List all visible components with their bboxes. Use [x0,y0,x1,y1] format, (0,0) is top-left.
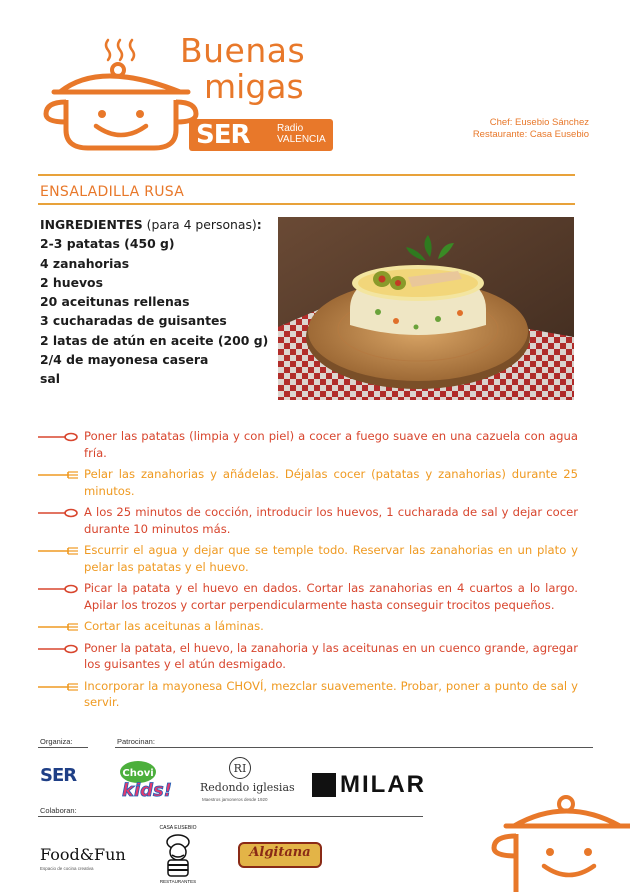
step-text: Pelar las zanahorias y añádelas. Déjalas cocer (patatas y zanahorias) durante 25 minutos. [84,467,578,498]
step-item [38,428,578,461]
radio-valencia-label [277,123,326,145]
step-text: Cortar las aceitunas a láminas. [84,619,264,633]
step-item [38,618,578,635]
step-text: A los 25 minutos de cocción, introducir los huevos, 1 cucharada de sal y dejar cocer durante 10 minutos más. [84,505,578,536]
restaurant-name: Restaurante: Casa Eusebio [472,129,589,140]
chef-name: Chef: Eusebio Sánchez [489,117,589,128]
brand-title-migas: migas [204,67,304,106]
step-item [38,542,578,575]
kids-label: kids! [122,780,172,801]
step-item [38,678,578,711]
chovi-label: Chovi [122,768,154,779]
chef-credits [473,117,589,141]
valencia-label: VALENCIA [277,134,326,145]
step-text: Picar la patata y el huevo en dados. Cortar las zanahorias en 4 cuartos a lo largo. Apilar los trozos y cortar perpendicularmente hasta conseguir trocitos pequeños. [84,581,578,612]
organiza-label: Organiza: [40,737,73,746]
fork-icon [38,546,78,556]
ingredient-item: 2/4 de mayonesa casera [40,352,209,368]
spoon-icon [38,508,78,518]
casa-eusebio-chef-logo [153,828,203,886]
servings-label: (para 4 personas) [142,217,257,232]
ser-logo-text: SER [196,120,250,150]
step-item [38,580,578,613]
colaboran-line [38,816,423,817]
ingredient-item: 3 cucharadas de guisantes [40,313,227,329]
ingredient-item: 2 latas de atún en aceite (200 g) [40,332,269,348]
chovi-kids-logo [114,758,180,802]
step-item [38,504,578,537]
spoon-icon [38,432,78,442]
radio-label: Radio [277,123,304,134]
casa-eusebio-label: CASA EUSEBIO [159,825,197,831]
milar-mark [312,773,336,797]
ensaladilla-photo [278,217,574,400]
restaurantes-label: RESTAURANTES [159,879,197,884]
recipe-title: ENSALADILLA RUSA [40,184,185,200]
ingredient-item: 2-3 patatas (450 g) [40,236,175,252]
ingredients-list [40,215,268,389]
milar-logo: MILAR [340,771,426,798]
ingredients-label: INGREDIENTES [40,217,143,232]
preparation-steps [38,428,578,716]
step-text: Incorporar la mayonesa CHOVÍ, mezclar suavemente. Probar, poner a punto de sal y servir. [84,678,578,709]
top-divider [38,174,575,176]
ingredient-item: 20 aceitunas rellenas [40,294,190,310]
patrocinan-label: Patrocinan: [117,737,155,746]
ingredients-heading [40,215,268,234]
fork-icon [38,470,78,480]
title-divider [38,203,575,205]
colaboran-label: Colaboran: [40,806,77,815]
ingredient-item: sal [40,371,60,387]
brand-title-buenas: Buenas [180,31,306,70]
step-text: Poner las patatas (limpia y con piel) a cocer a fuego suave en una cazuela con agua fría. [84,429,578,460]
redondo-tagline: Maestros jamoneros desde 1920 [202,797,268,802]
fork-icon [38,622,78,632]
algitana-logo: Algitana [249,845,311,860]
food-and-fun-tagline: Espacio de cocina creativa [40,866,94,871]
step-item [38,466,578,499]
ingredients-colon: : [256,217,262,232]
organiza-line [38,747,88,748]
patrocinan-line [115,747,593,748]
spoon-icon [38,584,78,594]
spoon-icon [38,644,78,654]
ser-sponsor-logo: SER [40,765,77,786]
ri-label: RI [233,762,247,775]
step-text: Poner la patata, el huevo, la zanahoria y las aceitunas en un cuenco grande, agregar los guisantes y el atún desmigado. [84,640,579,671]
corner-pot-decoration [480,790,630,892]
fork-icon [38,682,78,692]
ingredient-item: 4 zanahorias [40,255,130,271]
step-item [38,640,578,673]
step-text: Escurrir el agua y dejar que se temple todo. Reservar las zanahorias en un plato y pelar las patatas y el huevo. [84,543,578,574]
redondo-iglesias-logo: Redondo iglesias [200,781,295,794]
redondo-iglesias-mark [228,756,252,780]
ingredient-item: 2 huevos [40,274,103,290]
food-and-fun-logo: Food&Fun [40,845,126,864]
